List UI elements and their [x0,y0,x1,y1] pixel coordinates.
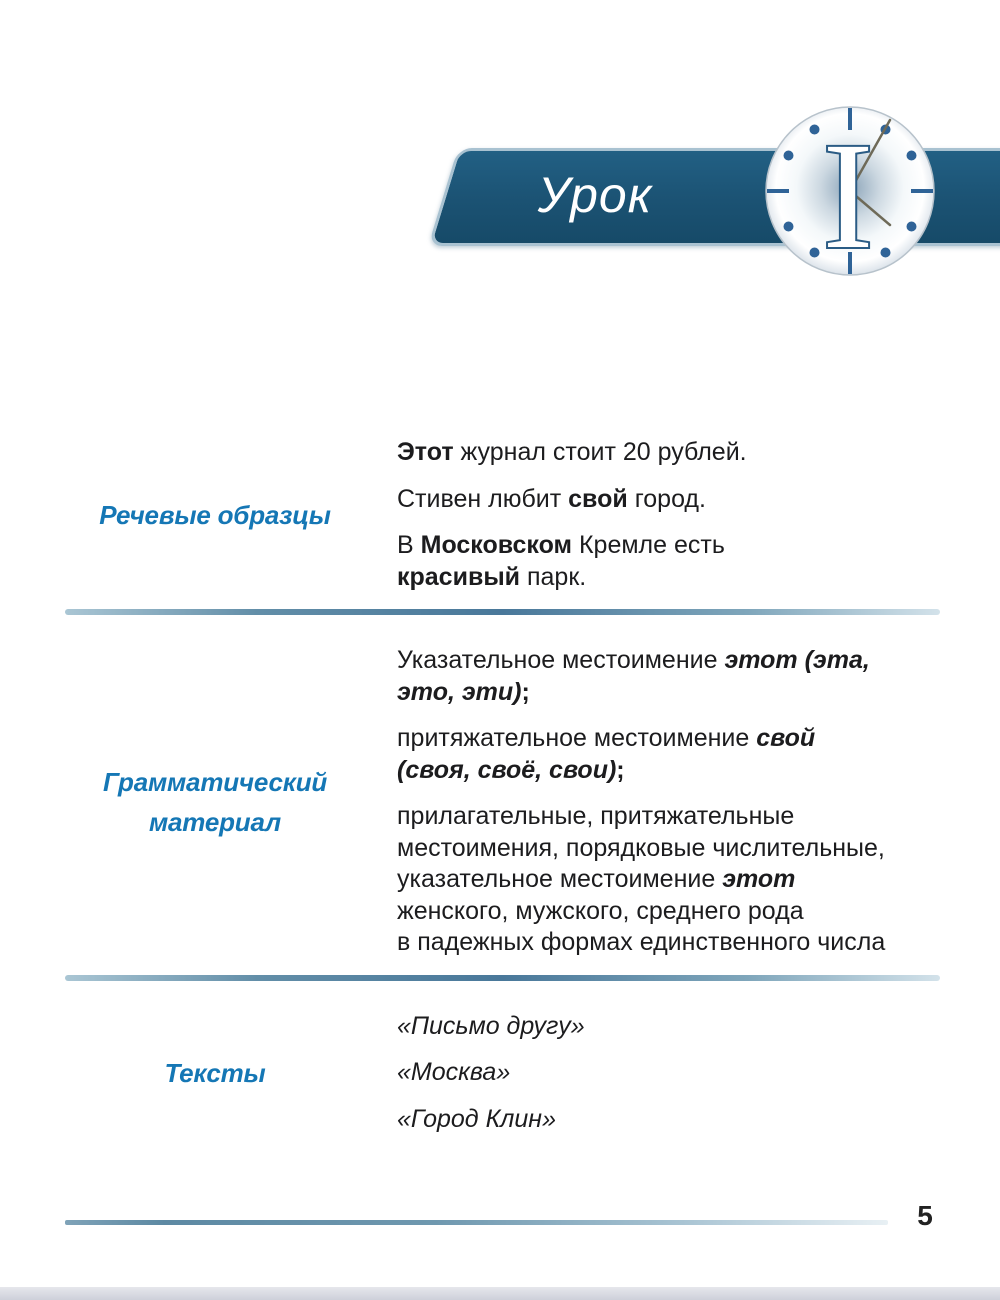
section-heading: Речевые образцы [99,500,331,530]
section-body [397,645,940,959]
bottom-edge-bar [0,1287,1000,1300]
section-divider [65,609,940,615]
section-texts [65,1011,940,1136]
sentence: «Москва» [397,1058,511,1086]
sentence: «Город Клин» [397,1104,556,1133]
clock-icon [758,99,942,283]
section-body [397,1011,940,1136]
sentence: Этот журнал стоит 20 рублей. [397,438,747,466]
clock-roman-numeral: I [822,112,874,281]
lesson-title: Урок [537,167,653,223]
sentence: Указательное местоимение этот (эта, это, эти); [397,646,870,706]
footer-rule [65,1220,888,1225]
sentence: прилагательные, притяжательные местоимения, порядковые числительные, указательное местоимение этот женского, мужского, среднего рода в падежных формах единственного числа [397,802,886,956]
sentence: притяжательное местоимение свой (своя, своё, свои); [397,724,816,784]
section-heading: Тексты [164,1057,266,1088]
page-number: 5 [917,1200,933,1231]
section-speech-patterns [65,437,940,593]
section-heading: Грамматический материал [102,766,328,837]
sentence: В Московском Кремле есть красивый парк. [397,531,725,591]
sentence: Стивен любит свой город. [397,484,706,513]
sentence: «Письмо другу» [397,1011,585,1040]
section-grammar-material [65,645,940,959]
lesson-overview-table [65,437,940,1135]
section-divider [65,975,940,981]
section-body [397,437,940,593]
